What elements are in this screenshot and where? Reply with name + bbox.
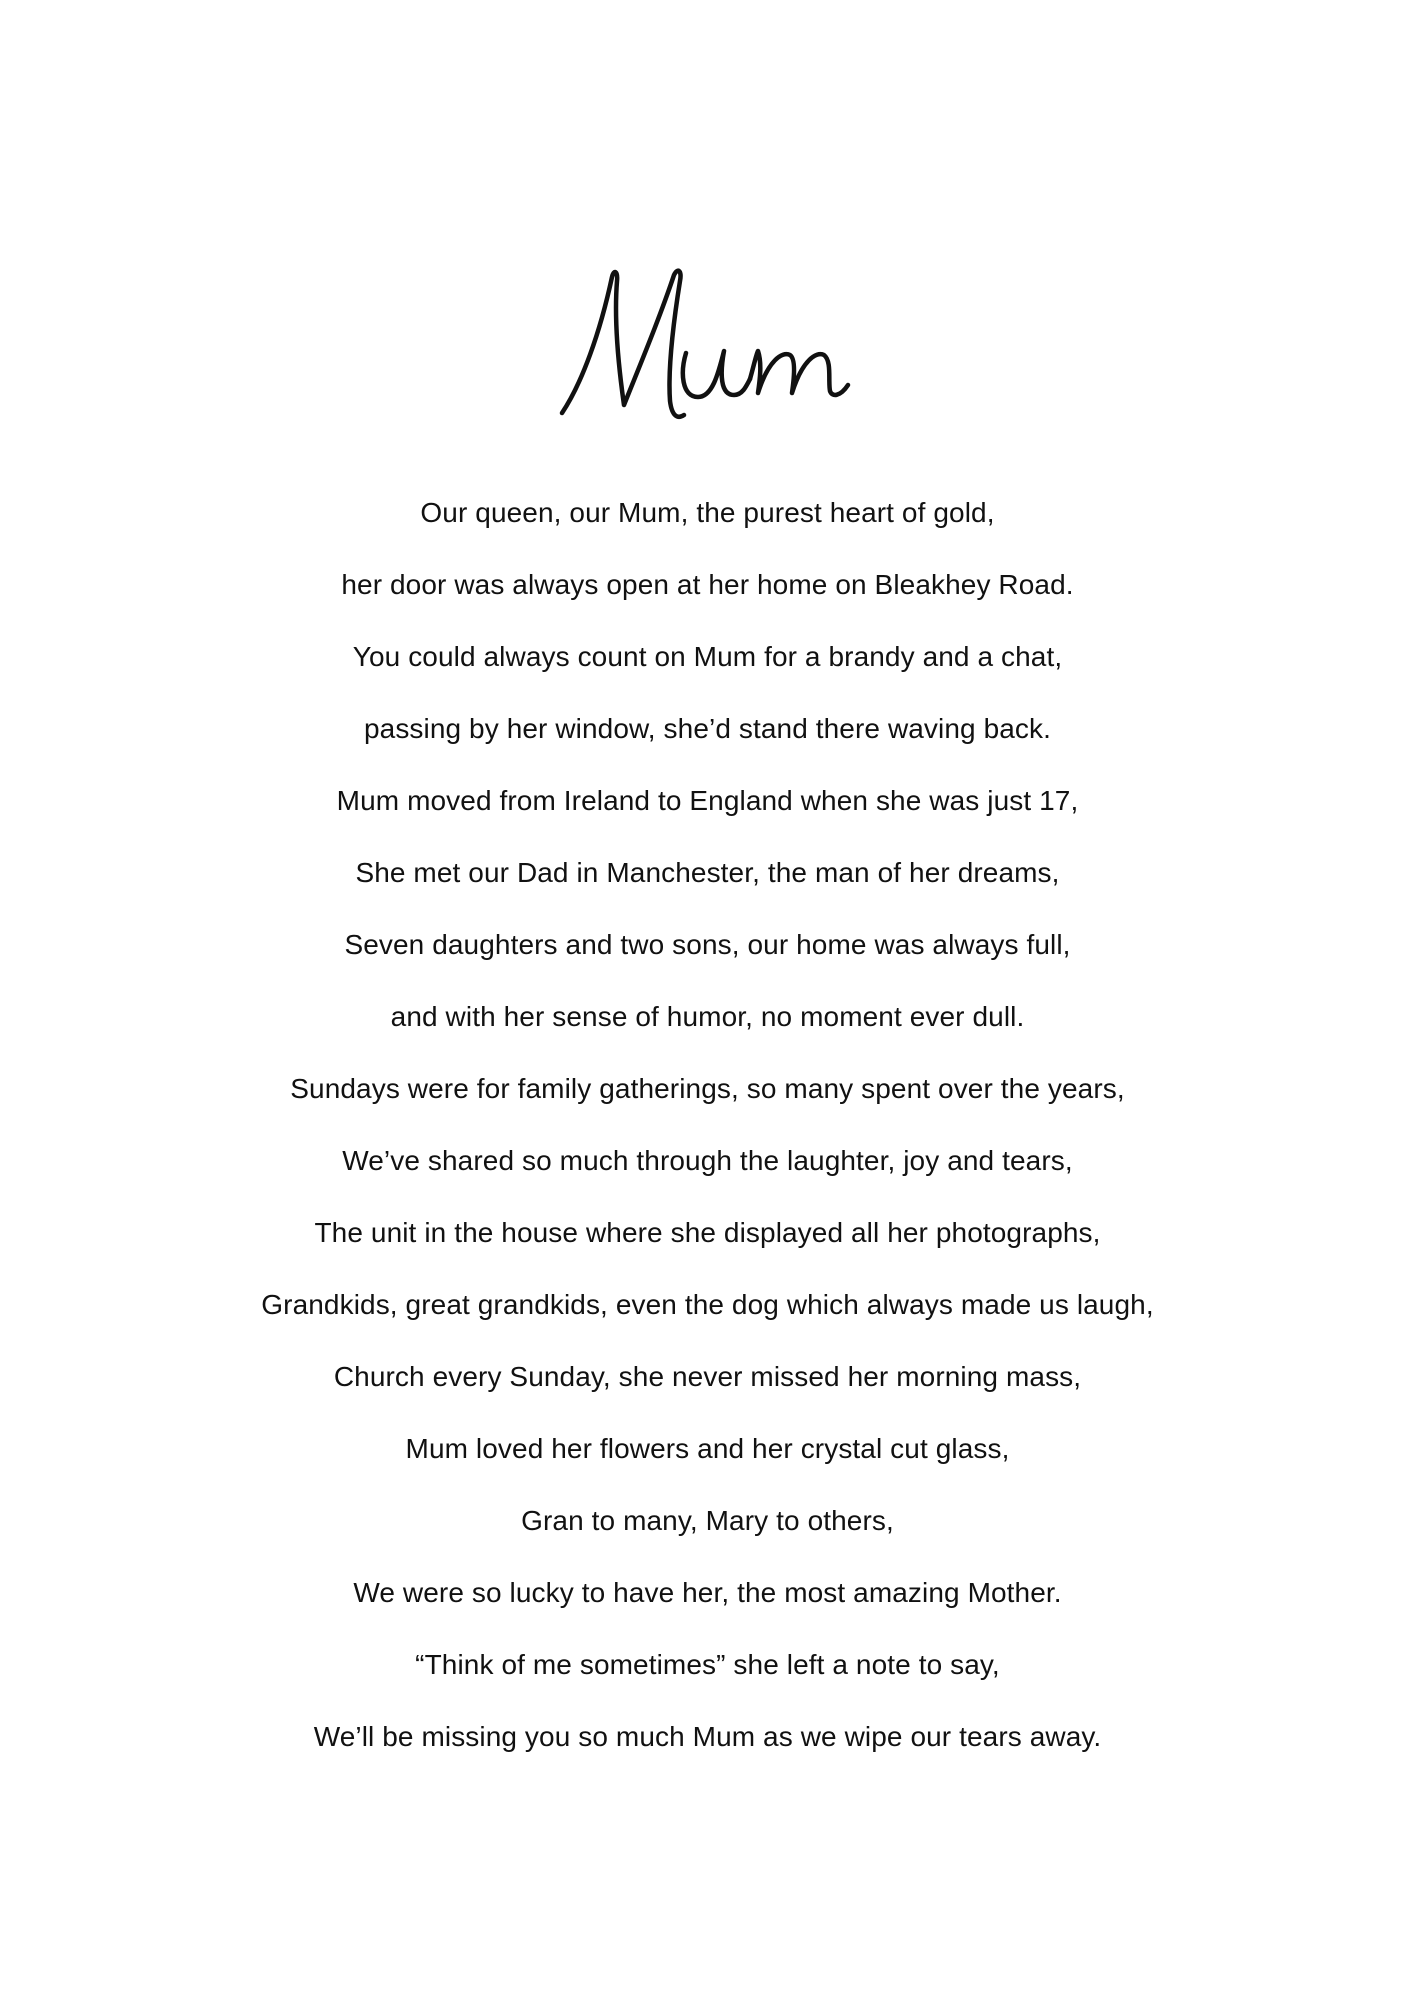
poem-line: Mum loved her flowers and her crystal cut glass, (405, 1433, 1010, 1464)
poem-line: You could always count on Mum for a brandy and a chat, (352, 641, 1063, 672)
poem-line: Gran to many, Mary to others, (521, 1505, 894, 1536)
poem-line: her door was always open at her home on Bleakhey Road. (341, 569, 1074, 600)
poem-line: Mum moved from Ireland to England when she was just 17, (336, 785, 1079, 816)
poem-title (0, 255, 1415, 435)
poem-line: Seven daughters and two sons, our home was always full, (344, 929, 1071, 960)
poem-line: She met our Dad in Manchester, the man of her dreams, (355, 857, 1060, 888)
poem-line: We’ll be missing you so much Mum as we wipe our tears away. (313, 1721, 1102, 1752)
poem-line: Church every Sunday, she never missed her morning mass, (333, 1361, 1082, 1392)
poem-line: and with her sense of humor, no moment ever dull. (390, 1001, 1025, 1032)
poem-line: Our queen, our Mum, the purest heart of gold, (420, 497, 995, 528)
poem-body (0, 487, 1415, 1783)
poem-line: Sundays were for family gatherings, so many spent over the years, (290, 1073, 1125, 1104)
poem-line: “Think of me sometimes” she left a note to say, (415, 1649, 1000, 1680)
poem-line: The unit in the house where she displayed all her photographs, (314, 1217, 1101, 1248)
poem-line: We were so lucky to have her, the most amazing Mother. (353, 1577, 1062, 1608)
poem-line: passing by her window, she’d stand there waving back. (363, 713, 1052, 744)
script-title-lettering (548, 255, 868, 425)
poem-line: Grandkids, great grandkids, even the dog which always made us laugh, (261, 1289, 1154, 1320)
poem-line: We’ve shared so much through the laughter, joy and tears, (342, 1145, 1073, 1176)
